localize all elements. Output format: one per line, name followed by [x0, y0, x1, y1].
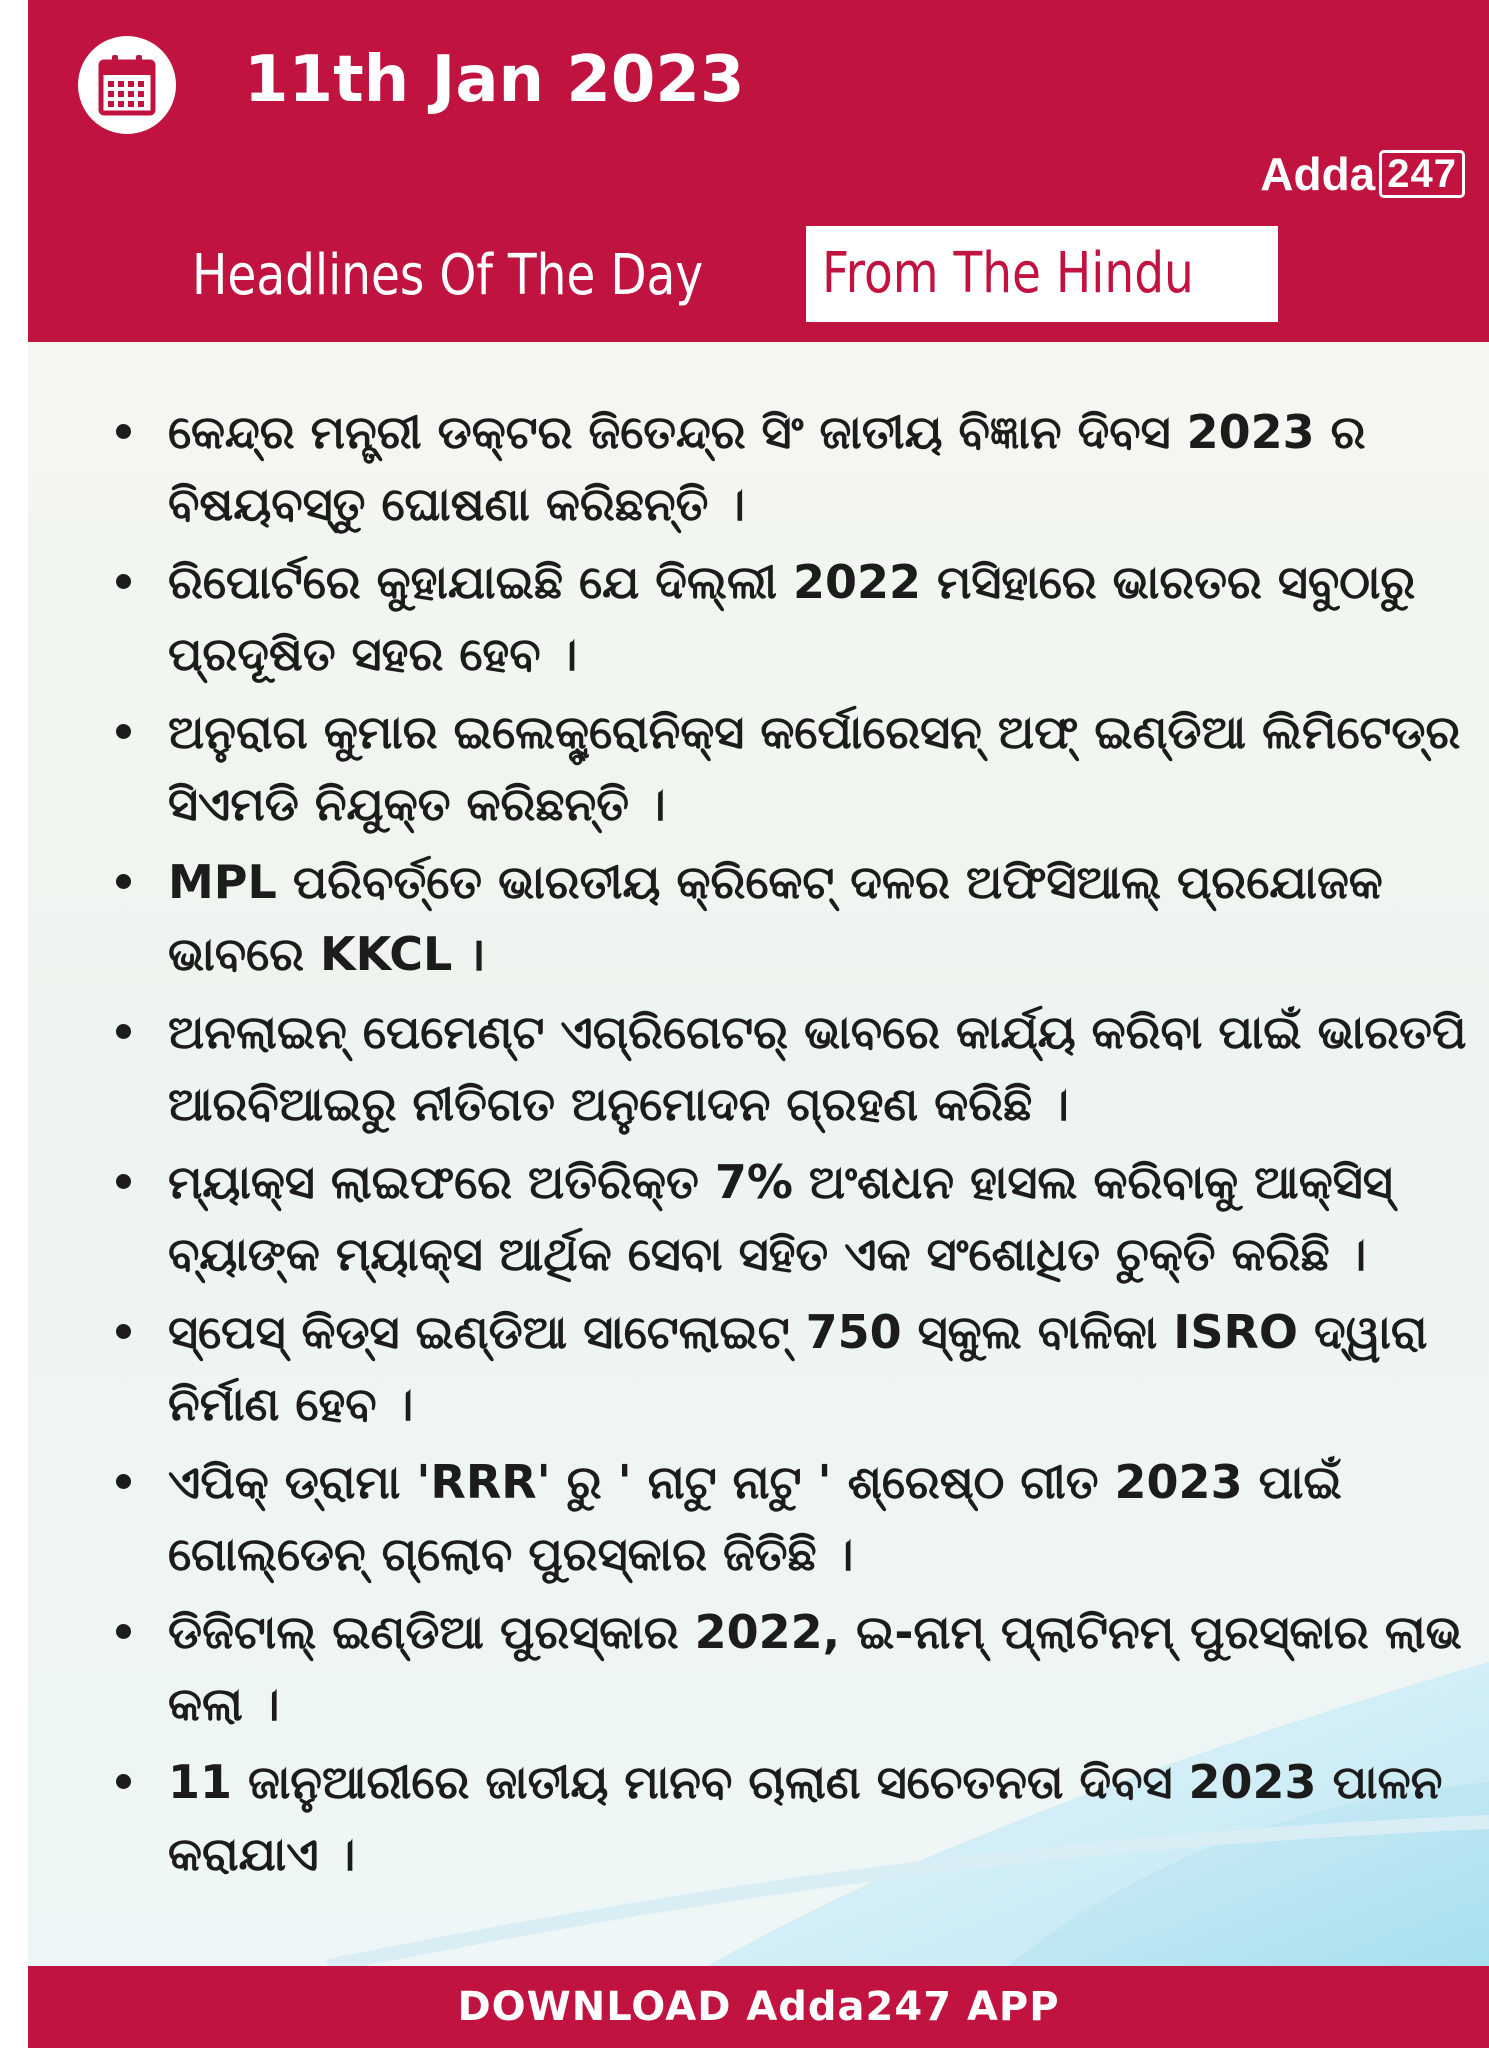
headline-text: ଅନଲାଇନ୍ ପେମେଣ୍ଟ ଏଗ୍ରିଗେଟର୍ ଭାବରେ କାର୍ଯ୍ୟ କରିବା ପାଇଁ ଭାରତପି ଆରବିଆଇରୁ ନୀତିଗତ ଅନୁମୋଦନ ଗ୍ରହଣ କରିଛି । — [168, 1005, 1467, 1131]
headlines-title: Headlines Of The Day — [192, 243, 704, 308]
page-date: 11th Jan 2023 — [244, 43, 745, 117]
headline-item — [116, 996, 1472, 1140]
source-badge — [806, 226, 1278, 322]
headline-item — [116, 1446, 1472, 1590]
headline-panel — [28, 342, 1489, 1966]
headline-item — [116, 546, 1472, 690]
news-card — [28, 0, 1489, 2048]
headline-text: କେନ୍ଦ୍ର ମନ୍ତ୍ରୀ ଡକ୍ଟର ଜିତେନ୍ଦ୍ର ସିଂ ଜାତୀୟ ବିଜ୍ଞାନ ଦିବସ 2023 ର ବିଷୟବସ୍ତୁ ଘୋଷଣା କରିଛନ୍ତି । — [168, 405, 1366, 531]
headline-text: ଅନୁରାଗ କୁମାର ଇଲେକ୍ଟ୍ରୋନିକ୍ସ କର୍ପୋରେସନ୍ ଅଫ୍ ଇଣ୍ଡିଆ ଲିମିଟେଡ୍ର ସିଏମଡି ନିଯୁକ୍ତ କରିଛନ୍ତି । — [168, 705, 1461, 831]
logo-number: 247 — [1379, 150, 1465, 198]
headline-text: ସ୍ପେସ୍ କିଡ୍ସ ଇଣ୍ଡିଆ ସାଟେଲାଇଟ୍ 750 ସ୍କୁଲ ବାଳିକା ISRO ଦ୍ୱାରା ନିର୍ମାଣ ହେବ । — [168, 1305, 1428, 1431]
headline-item — [116, 1146, 1472, 1290]
headline-text: 11 ଜାନୁଆରୀରେ ଜାତୀୟ ମାନବ ଚାଲାଣ ସଚେତନତା ଦିବସ 2023 ପାଳନ କରାଯାଏ । — [168, 1755, 1443, 1881]
headline-item — [116, 1596, 1472, 1740]
bullet-icon — [116, 424, 131, 439]
header-banner — [28, 0, 1489, 342]
source-label: From The Hindu — [822, 241, 1194, 306]
logo-word: Adda — [1260, 148, 1376, 200]
calendar-badge — [78, 36, 176, 134]
headline-item — [116, 1296, 1472, 1440]
bullet-icon — [116, 1474, 131, 1489]
headline-item — [116, 396, 1472, 540]
bullet-icon — [116, 1024, 131, 1039]
bullet-icon — [116, 874, 131, 889]
bullet-icon — [116, 1324, 131, 1339]
headline-text: MPL ପରିବର୍ତ୍ତେ ଭାରତୀୟ କ୍ରିକେଟ୍ ଦଳର ଅଫିସିଆଲ୍ ପ୍ରଯୋଜକ ଭାବରେ KKCL । — [168, 855, 1383, 981]
headline-text: ଏପିକ୍ ଡ୍ରାମା 'RRR' ରୁ ' ନାଟୁ ନାଟୁ ' ଶ୍ରେଷ୍ଠ ଗୀତ 2023 ପାଇଁ ଗୋଲ୍ଡେନ୍ ଗ୍ଲୋବ ପୁରସ୍କାର ଜିତିଛି । — [168, 1455, 1342, 1581]
headline-item — [116, 696, 1472, 840]
download-app-banner[interactable] — [28, 1966, 1489, 2048]
headline-item — [116, 846, 1472, 990]
bullet-icon — [116, 574, 131, 589]
bullet-icon — [116, 1624, 131, 1639]
headline-text: ଡିଜିଟାଲ୍ ଇଣ୍ଡିଆ ପୁରସ୍କାର 2022, ଇ-ନାମ୍ ପ୍ଲାଟିନମ୍ ପୁରସ୍କାର ଲାଭ କଲା । — [168, 1605, 1462, 1731]
bullet-icon — [116, 724, 131, 739]
bullet-icon — [116, 1174, 131, 1189]
bullet-icon — [116, 1774, 131, 1789]
adda247-logo — [1260, 148, 1465, 200]
headline-text: ରିପୋର୍ଟରେ କୁହାଯାଇଛି ଯେ ଦିଲ୍ଲୀ 2022 ମସିହାରେ ଭାରତର ସବୁଠାରୁ ପ୍ରଦୂଷିତ ସହର ହେବ । — [168, 555, 1416, 681]
headline-text: ମ୍ୟାକ୍ସ ଲାଇଫରେ ଅତିରିକ୍ତ 7% ଅଂଶଧନ ହାସଲ କରିବାକୁ ଆକ୍ସିସ୍ ବ୍ୟାଙ୍କ ମ୍ୟାକ୍ସ ଆର୍ଥିକ ସେବା ସହିତ ଏକ ସଂଶୋଧିତ ଚୁକ୍ତି କରିଛି । — [168, 1155, 1393, 1281]
calendar-icon — [97, 53, 157, 117]
download-app-label: DOWNLOAD Adda247 APP — [457, 1984, 1060, 2030]
headline-item — [116, 1746, 1472, 1890]
